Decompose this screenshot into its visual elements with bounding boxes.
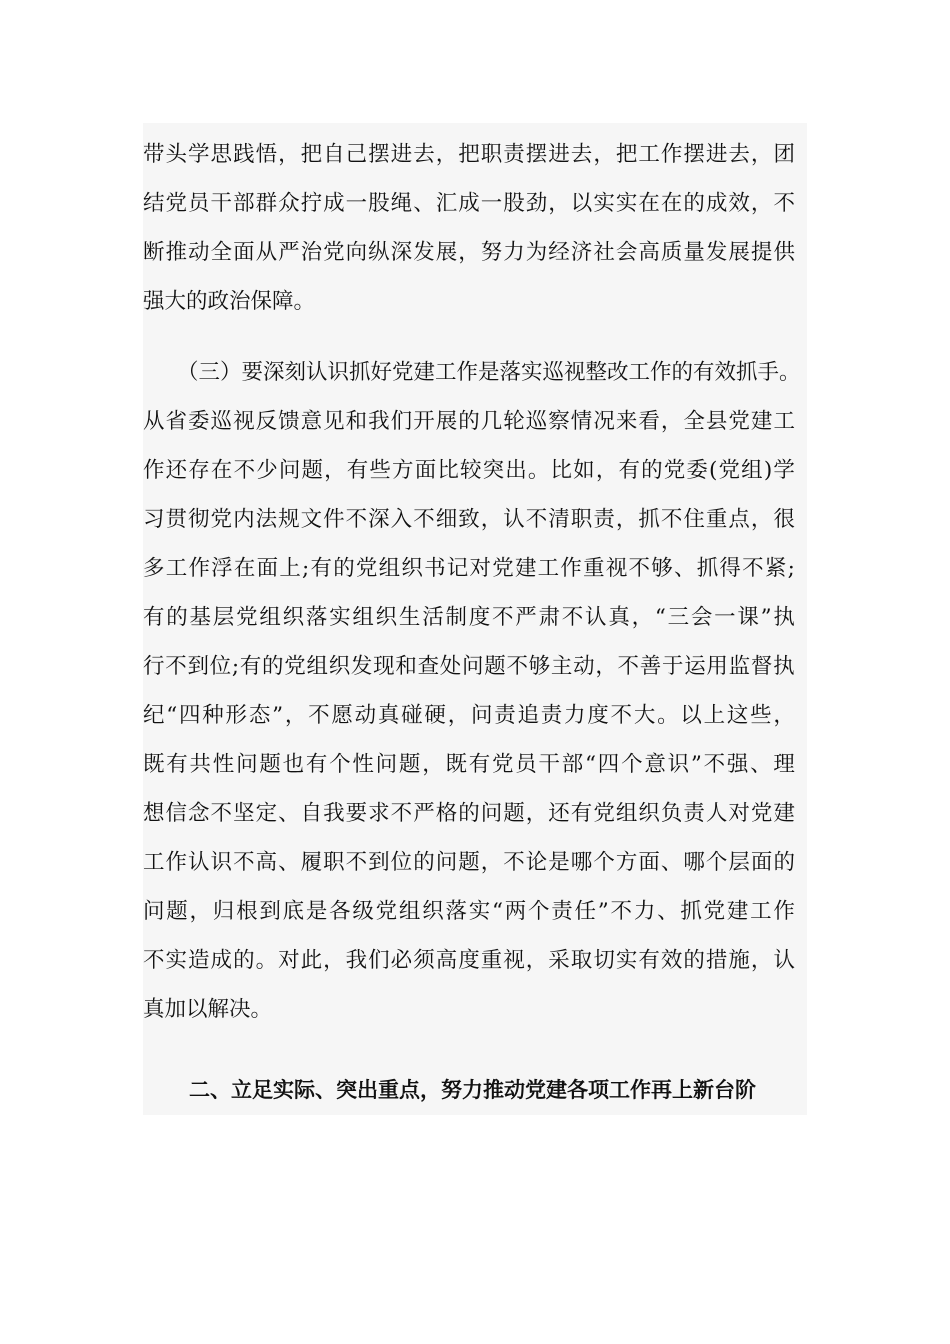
paragraph-2-line-11: 工 作 认 识 不 高 、 履 职 不 到 位 的 问 题 ， 不 论 是 哪 个 方 面 、 哪 个 层 面 的 [143,850,795,875]
document-body [143,123,807,1115]
paragraph-2-line-5: 多 工 作 浮 在 面 上 ; 有 的 党 组 织 书 记 对 党 建 工 作 重 视 不 够 、 抓 得 不 紧 ; [143,556,795,581]
paragraph-2-line-4: 习 贯 彻 党 内 法 规 文 件 不 深 入 不 细 致 ， 认 不 清 职 责 ， 抓 不 住 重 点 ， 很 [143,507,795,532]
paragraph-1-line-2: 结 党 员 干 部 群 众 拧 成 一 股 绳 、 汇 成 一 股 劲 ， 以 实 实 在 在 的 成 效 ， 不 [143,191,795,216]
paragraph-2-line-6: 有 的 基 层 党 组 织 落 实 组 织 生 活 制 度 不 严 肃 不 认 真 ， “ 三 会 一 课 ” 执 [143,605,795,630]
paragraph-2-line-14: 真加以解决。 [143,997,273,1022]
paragraph-2-line-10: 想 信 念 不 坚 定 、 自 我 要 求 不 严 格 的 问 题 ， 还 有 党 组 织 负 责 人 对 党 建 [143,801,795,826]
paragraph-1-line-1: 带 头 学 思 践 悟 ， 把 自 己 摆 进 去 ， 把 职 责 摆 进 去 ， 把 工 作 摆 进 去 ， 团 [143,142,795,167]
paragraph-2-line-8: 纪 “ 四 种 形 态 ” ， 不 愿 动 真 碰 硬 ， 问 责 追 责 力 度 不 大 。 以 上 这 些 ， [143,703,795,728]
paragraph-2-line-13: 不 实 造 成 的 。 对 此 ， 我 们 必 须 高 度 重 视 ， 采 取 切 实 有 效 的 措 施 ， 认 [143,948,795,973]
paragraph-2-line-7: 行 不 到 位 ; 有 的 党 组 织 发 现 和 查 处 问 题 不 够 主 动 ， 不 善 于 运 用 监 督 执 [143,654,795,679]
paragraph-2-line-12: 问 题 ， 归 根 到 底 是 各 级 党 组 织 落 实 “ 两 个 责 任 ” 不 力 、 抓 党 建 工 作 [143,899,795,924]
paragraph-2-line-1: （三）要深刻认识抓好党建工作是落实巡视整改工作的有效抓手。 [177,360,801,385]
paragraph-2-line-2: 从 省 委 巡 视 反 馈 意 见 和 我 们 开 展 的 几 轮 巡 察 情 况 来 看 ， 全 县 党 建 工 [143,409,795,434]
section-heading: 二、立足实际、突出重点，努力推动党建各项工作再上新台阶 [189,1077,756,1102]
paragraph-1-line-4: 强大的政治保障。 [143,289,316,314]
paragraph-1-line-3: 断 推 动 全 面 从 严 治 党 向 纵 深 发 展 ， 努 力 为 经 济 社 会 高 质 量 发 展 提 供 [143,240,795,265]
paragraph-2-line-9: 既 有 共 性 问 题 也 有 个 性 问 题 ， 既 有 党 员 干 部 “ 四 个 意 识 ” 不 强 、 理 [143,752,795,777]
paragraph-2-line-3: 作 还 存 在 不 少 问 题 ， 有 些 方 面 比 较 突 出 。 比 如 ， 有 的 党 委 ( 党 组 ) 学 [143,458,795,483]
